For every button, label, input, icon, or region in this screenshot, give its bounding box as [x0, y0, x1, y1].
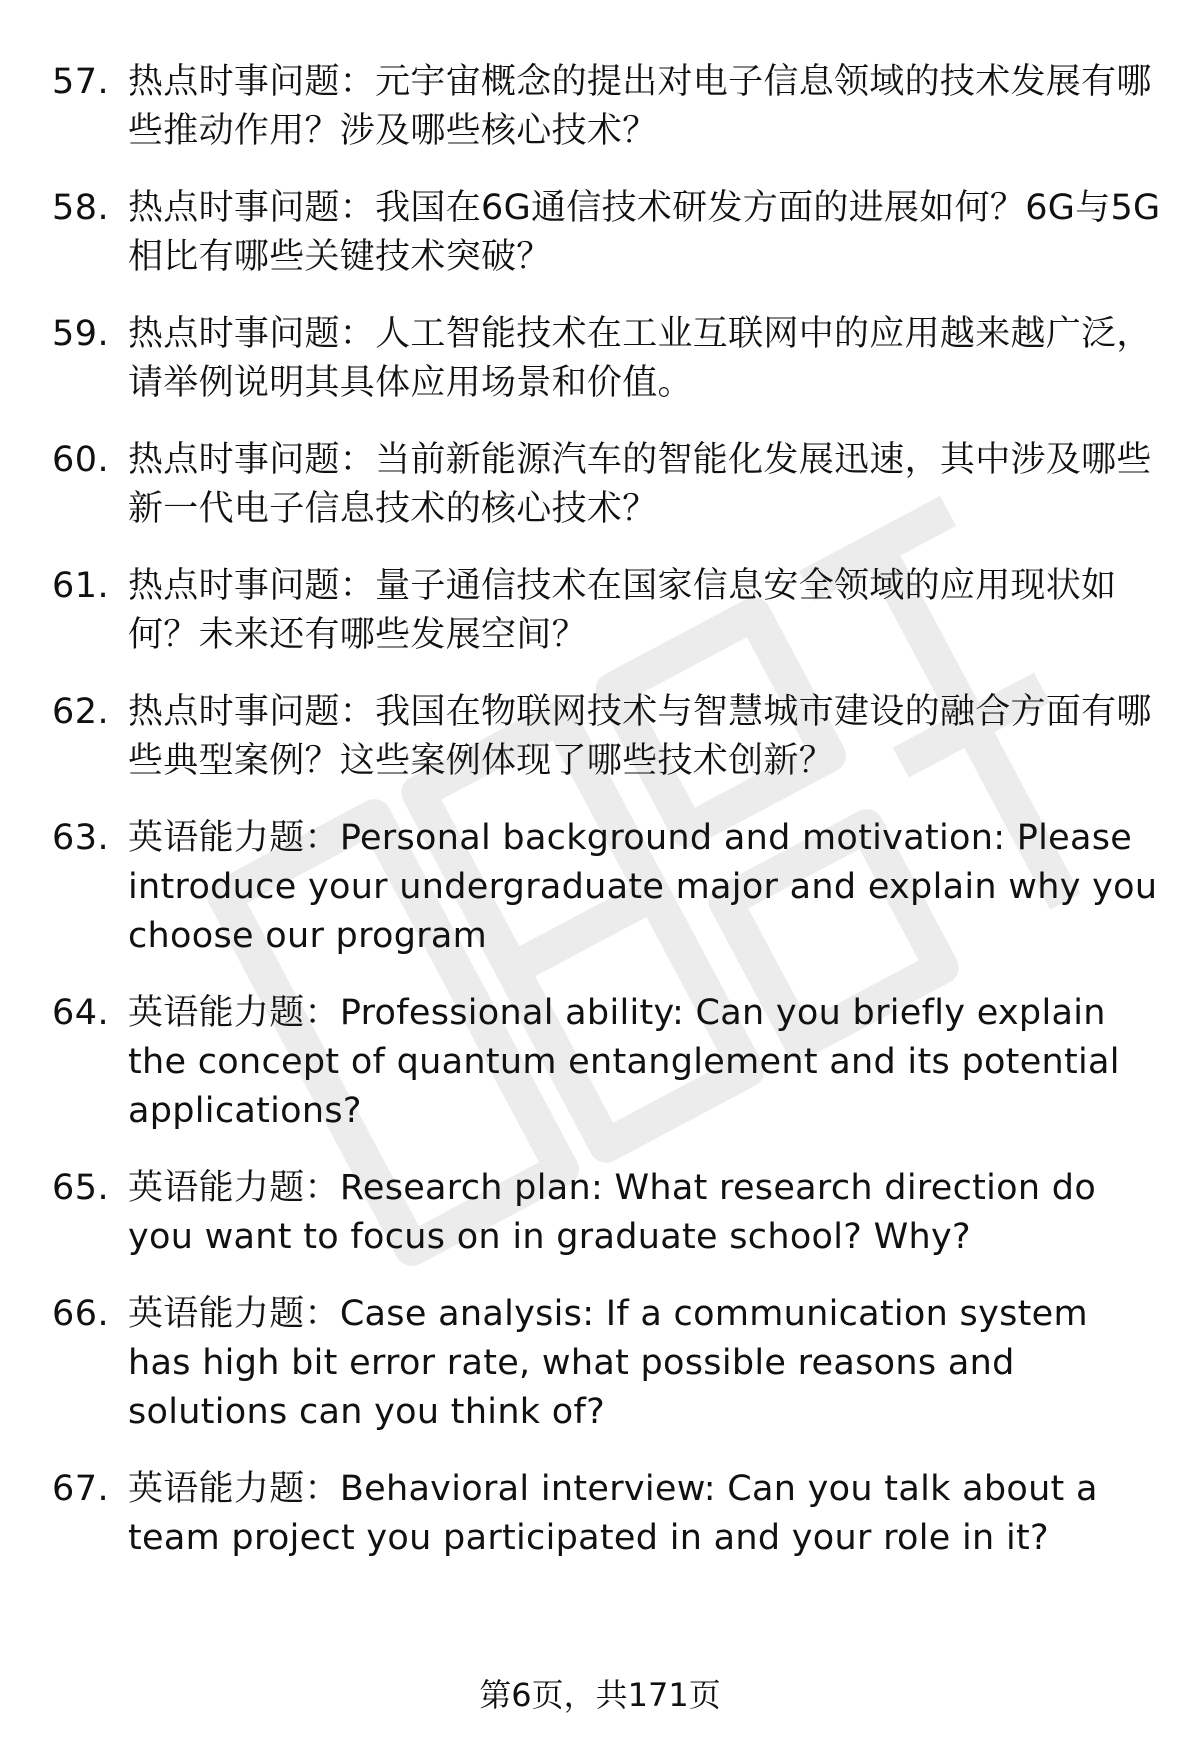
question-category: 热点时事问题：	[128, 440, 376, 480]
question-item	[52, 1164, 1162, 1262]
question-body	[128, 184, 1162, 282]
page-footer	[0, 1674, 1200, 1716]
question-category: 热点时事问题：	[128, 188, 376, 228]
question-category: 英语能力题：	[128, 993, 340, 1033]
question-item	[52, 58, 1162, 156]
question-list	[52, 58, 1162, 1591]
question-body	[128, 688, 1162, 786]
question-text: 我国在物联网技术与智慧城市建设的融合方面有哪些典型案例？这些案例体现了哪些技术创新？	[128, 692, 1152, 781]
question-item	[52, 1290, 1162, 1437]
question-item	[52, 184, 1162, 282]
question-text: 元宇宙概念的提出对电子信息领域的技术发展有哪些推动作用？涉及哪些核心技术？	[128, 62, 1152, 151]
question-item	[52, 1465, 1162, 1563]
question-body	[128, 310, 1162, 408]
question-number: 67.	[52, 1469, 110, 1509]
question-item	[52, 814, 1162, 961]
question-item	[52, 688, 1162, 786]
question-number: 57.	[52, 62, 110, 102]
question-category: 热点时事问题：	[128, 314, 376, 354]
question-number: 66.	[52, 1294, 110, 1334]
question-body	[128, 814, 1162, 961]
question-category: 英语能力题：	[128, 1469, 340, 1509]
question-text: Case analysis: If a communication system has high bit error rate, what possible reasons and solutions can you think of?	[128, 1294, 1088, 1432]
question-item	[52, 989, 1162, 1136]
question-number: 58.	[52, 188, 110, 228]
question-category: 热点时事问题：	[128, 566, 376, 606]
question-body	[128, 58, 1162, 156]
question-number: 65.	[52, 1168, 110, 1208]
question-number: 64.	[52, 993, 110, 1033]
question-text: Professional ability: Can you briefly explain the concept of quantum entanglement and its potential applications?	[128, 993, 1120, 1131]
question-body	[128, 1290, 1162, 1437]
question-text: 量子通信技术在国家信息安全领域的应用现状如何？未来还有哪些发展空间？	[128, 566, 1117, 655]
question-category: 热点时事问题：	[128, 62, 376, 102]
question-item	[52, 436, 1162, 534]
question-body	[128, 989, 1162, 1136]
question-number: 62.	[52, 692, 110, 732]
question-body	[128, 436, 1162, 534]
question-body	[128, 1164, 1162, 1262]
question-item	[52, 562, 1162, 660]
question-number: 63.	[52, 818, 110, 858]
question-body	[128, 1465, 1162, 1563]
question-text: 人工智能技术在工业互联网中的应用越来越广泛，请举例说明其具体应用场景和价值。	[128, 314, 1152, 403]
question-text: Behavioral interview: Can you talk about a team project you participated in and your role in it?	[128, 1469, 1098, 1558]
question-text: 我国在6G通信技术研发方面的进展如何？6G与5G相比有哪些关键技术突破？	[128, 188, 1161, 277]
question-category: 英语能力题：	[128, 1168, 340, 1208]
question-number: 60.	[52, 440, 110, 480]
question-text: Personal background and motivation: Please introduce your undergraduate major and explain why you choose our program	[128, 818, 1158, 956]
question-text: Research plan: What research direction do you want to focus on in graduate school? Why?	[128, 1168, 1097, 1257]
question-body	[128, 562, 1162, 660]
question-category: 英语能力题：	[128, 818, 340, 858]
question-text: 当前新能源汽车的智能化发展迅速，其中涉及哪些新一代电子信息技术的核心技术？	[128, 440, 1152, 529]
page-indicator: 第6页，共171页	[479, 1676, 721, 1714]
question-category: 热点时事问题：	[128, 692, 376, 732]
question-item	[52, 310, 1162, 408]
question-category: 英语能力题：	[128, 1294, 340, 1334]
question-number: 59.	[52, 314, 110, 354]
question-number: 61.	[52, 566, 110, 606]
